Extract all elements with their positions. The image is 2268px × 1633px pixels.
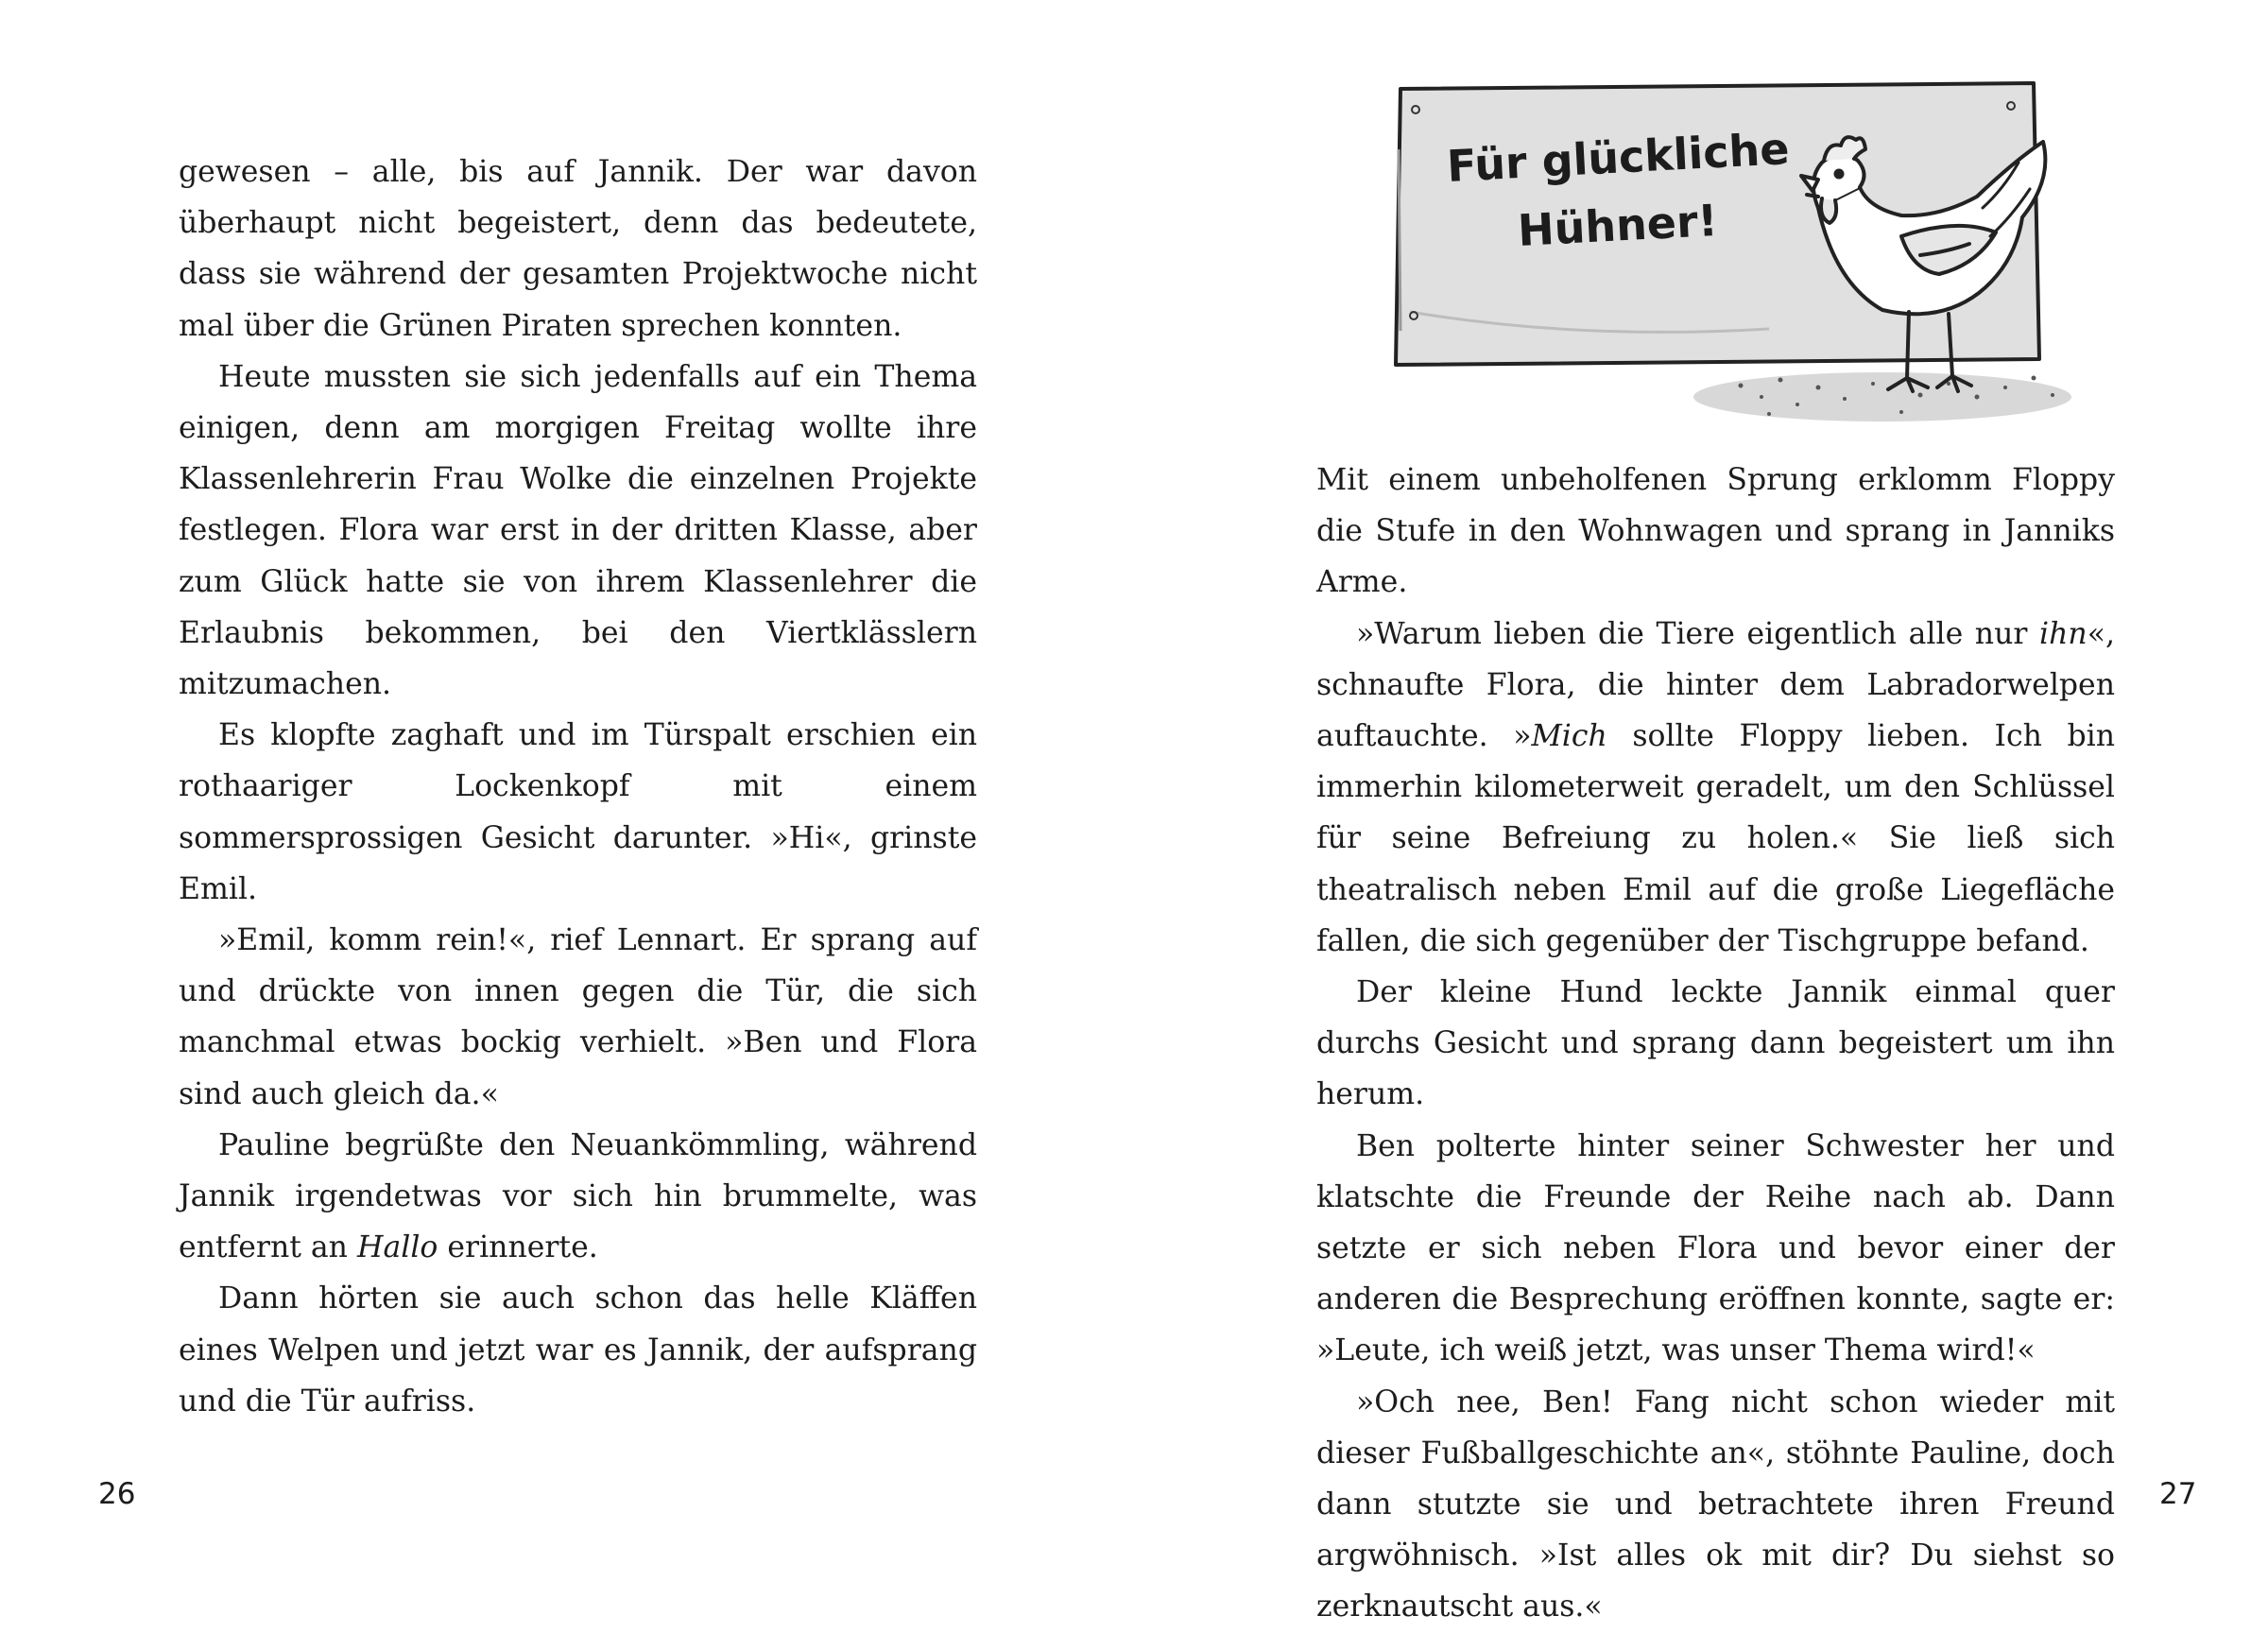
paragraph-text: «, schnaufte Flora, die hinter dem Labradorwelpen auftauchte. » — [1316, 616, 2115, 754]
italic-word: Hallo — [357, 1230, 438, 1265]
page-number: 26 — [98, 1477, 136, 1511]
sign-line-1: Für glückliche — [1445, 123, 1791, 192]
paragraph: Der kleine Hund leckte Jannik einmal quer durchs Gesicht und sprang dann begeistert um ihn herum. — [1316, 975, 2115, 1112]
paragraph: Dann hörten sie auch schon das helle Kläffen eines Welpen und jetzt war es Jannik, der aufsprang und die Tür aufriss. — [179, 1281, 977, 1418]
italic-word: ihn — [2039, 616, 2088, 651]
paragraph: Es klopfte zaghaft und im Türspalt erschien ein rothaariger Lockenkopf mit einem sommersprossigen Gesicht darunter. »Hi«, grinste Emil. — [179, 718, 977, 906]
paragraph-text: Pauline begrüßte den Neuankömmling, während Jannik irgendetwas vor sich hin brummelte, was entfernt an — [179, 1127, 977, 1265]
left-page — [0, 0, 1134, 1571]
chicken-sign-illustration — [1391, 76, 2071, 444]
paragraph: Mit einem unbeholfenen Sprung erklomm Floppy die Stufe in den Wohnwagen und sprang in Janniks Arme. — [1316, 463, 2115, 600]
paragraph: gewesen – alle, bis auf Jannik. Der war davon überhaupt nicht begeistert, denn das bedeutete, dass sie während der gesamten Projektwoche nicht mal über die Grünen Piraten sprechen konnten. — [179, 155, 977, 343]
paragraph-text: erinnerte. — [438, 1230, 598, 1265]
paragraph: »Emil, komm rein!«, rief Lennart. Er sprang auf und drückte von innen gegen die Tür, die sich manchmal etwas bockig verhielt. »Ben und Flora sind auch gleich da.« — [179, 923, 977, 1111]
paragraph — [179, 1120, 977, 1274]
paragraph: Ben polterte hinter seiner Schwester her und klatschte die Freunde der Reihe nach ab. Dann setzte er sich neben Flora und bevor einer der anderen die Besprechung eröffnen konnte, sagte er: »Leute, ich weiß jetzt, was unser Thema wird!« — [1316, 1128, 2115, 1368]
sign-line-2: Hühner! — [1516, 194, 1719, 256]
italic-word: Mich — [1531, 719, 1607, 754]
ground-shadow — [1693, 372, 2071, 421]
paragraph — [1316, 609, 2115, 967]
left-page-text — [179, 146, 977, 1427]
page-number: 27 — [2159, 1477, 2197, 1511]
right-page — [1134, 0, 2268, 1624]
right-page-text — [1316, 455, 2115, 1633]
paragraph-text: »Warum lieben die Tiere eigentlich alle nur — [1356, 616, 2040, 651]
paragraph: »Och nee, Ben! Fang nicht schon wieder mit dieser Fußballgeschichte an«, stöhnte Pauline, doch dann stutzte sie und betrachtete ihren Freund argwöhnisch. »Ist alles ok mit dir? Du siehst so zerknautscht aus.« — [1316, 1384, 2115, 1624]
paragraph-text: sollte Floppy lieben. Ich bin immerhin kilometerweit geradelt, um den Schlüssel für seine Befreiung zu holen.« Sie ließ sich theatralisch neben Emil auf die große Liegefläche fallen, die sich gegenüber der Tischgruppe befand. — [1316, 719, 2115, 958]
paragraph: Heute mussten sie sich jedenfalls auf ein Thema einigen, denn am morgigen Freitag wollte ihre Klassenlehrerin Frau Wolke die einzelnen Projekte festlegen. Flora war erst in der dritten Klasse, aber zum Glück hatte sie von ihrem Klassenlehrer die Erlaubnis bekommen, bei den Viertklässlern mitzumachen. — [179, 359, 977, 702]
